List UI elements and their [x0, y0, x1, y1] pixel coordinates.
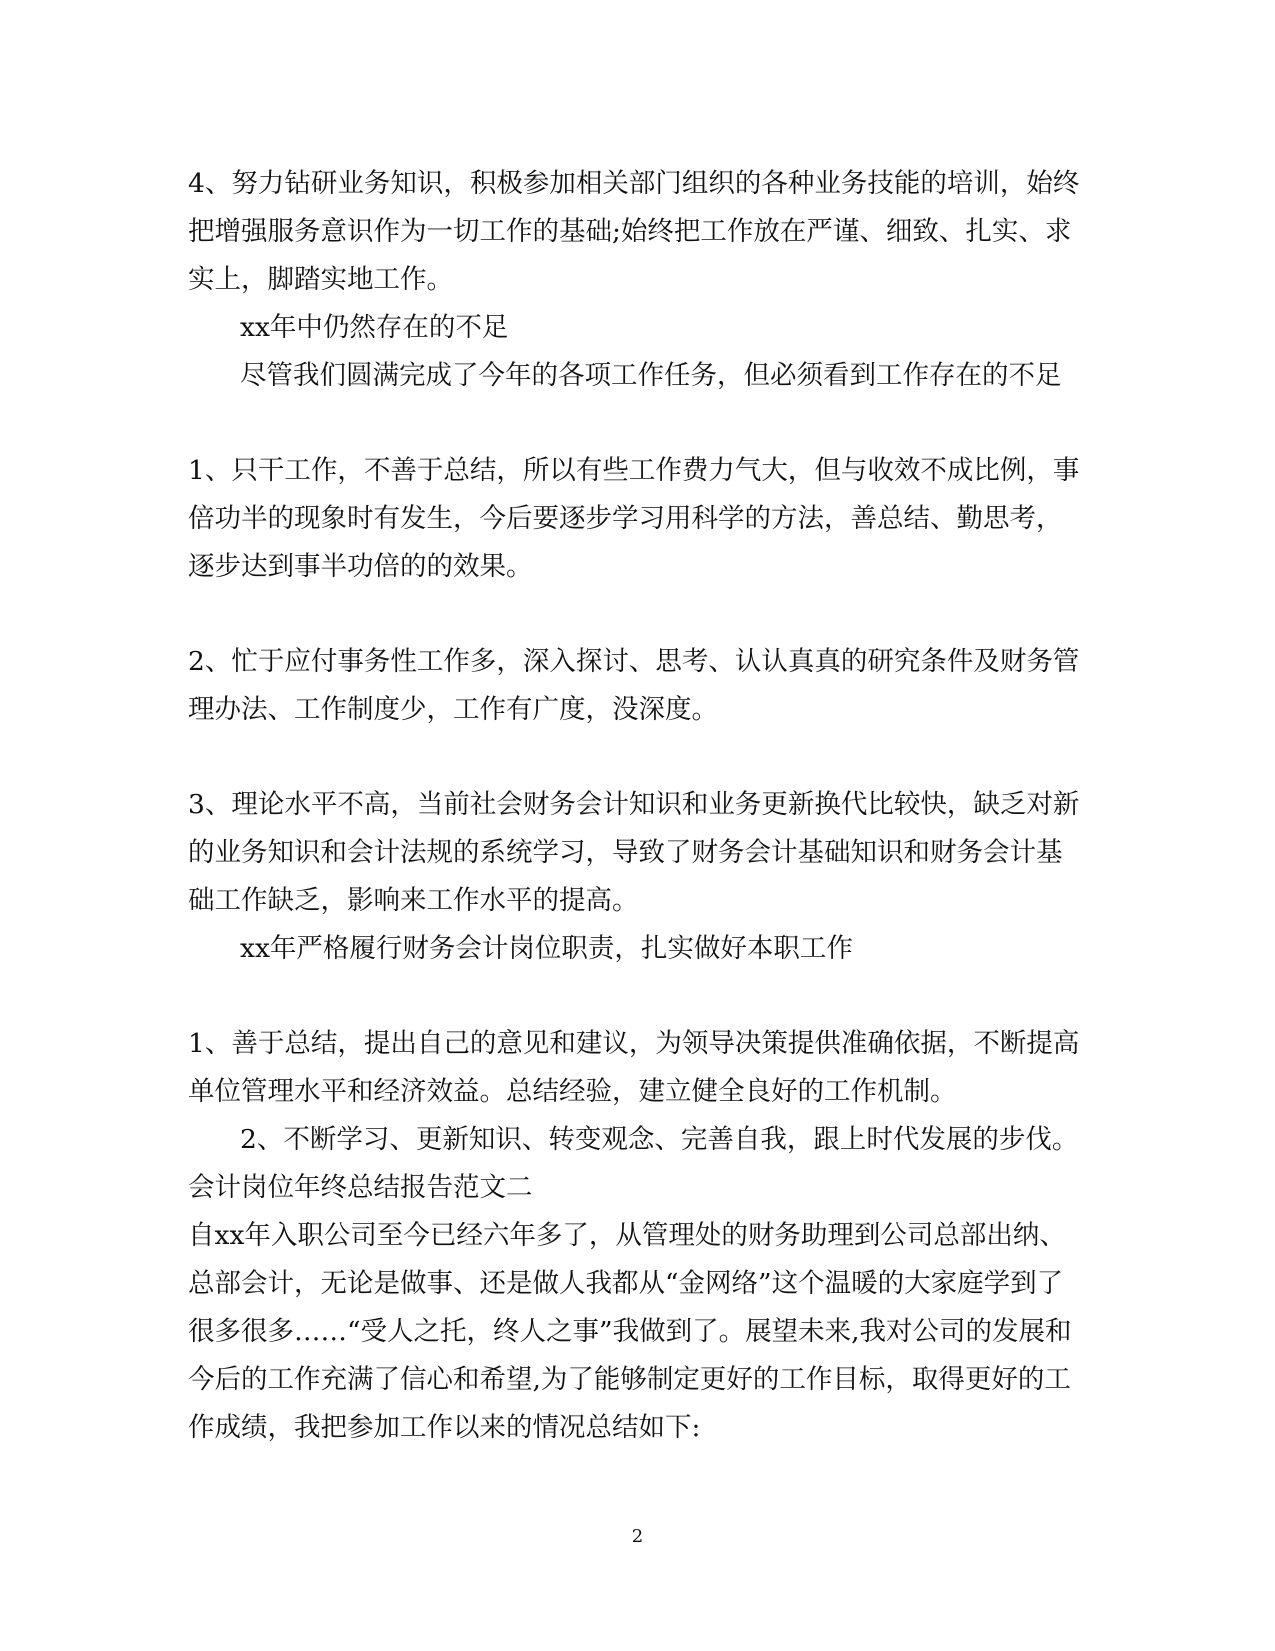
paragraph-shortcoming-1: 1、只干工作，不善于总结，所以有些工作费力气大，但与收效不成比例，事倍功半的现象时有发生，今后要逐步学习用科学的方法，善总结、勤思考，逐步达到事半功倍的的效果。: [188, 455, 1080, 582]
page-number: 2: [631, 1526, 644, 1547]
paragraph-shortcoming-2: 2、忙于应付事务性工作多，深入探讨、思考、认认真真的研究条件及财务管理办法、工作制度少，工作有广度，没深度。: [188, 646, 1080, 725]
paragraph-duty-1: 1、善于总结，提出自己的意见和建议，为领导决策提供准确依据，不断提高单位管理水平和经济效益。总结经验，建立健全良好的工作机制。: [188, 1028, 1080, 1107]
section-heading-duties: xx年严格履行财务会计岗位职责，扎实做好本职工作: [240, 933, 853, 964]
paragraph-gap: [188, 973, 1088, 1020]
section-heading-shortcomings: xx年中仍然存在的不足: [240, 312, 509, 343]
paragraph-shortcoming-3: 3、理论水平不高，当前社会财务会计知识和业务更新换代比较快，缺乏对新的业务知识和会计法规的系统学习，导致了财务会计基础知识和财务会计基础工作缺乏，影响来工作水平的提高。: [188, 789, 1080, 916]
document-title-sample-two: 会计岗位年终总结报告范文二: [188, 1172, 533, 1203]
paragraph-item-4: 4、努力钻研业务知识，积极参加相关部门组织的各种业务技能的培训，始终把增强服务意识作为一切工作的基础;始终把工作放在严谨、细致、扎实、求实上，脚踏实地工作。: [188, 168, 1080, 295]
paragraph-gap: [188, 734, 1088, 781]
paragraph-duty-2: 2、不断学习、更新知识、转变观念、完善自我，跟上时代发展的步伐。: [240, 1124, 1079, 1155]
paragraph-sample-two-intro: 自xx年入职公司至今已经六年多了，从管理处的财务助理到公司总部出纳、总部会计，无论是做事、还是做人我都从“金网络”这个温暖的大家庭学到了很多很多……“受人之托，终人之事”我做到了。展望未来,我对公司的发展和今后的工作充满了信心和希望,为了能够制定更好的工作目标，取得更好的工作成绩，我把参加工作以来的情况总结如下:: [188, 1220, 1072, 1443]
document-body: [188, 160, 1088, 1452]
paragraph-gap: [188, 400, 1088, 447]
paragraph-gap: [188, 591, 1088, 638]
paragraph-shortcomings-intro: 尽管我们圆满完成了今年的各项工作任务，但必须看到工作存在的不足: [240, 360, 1062, 391]
